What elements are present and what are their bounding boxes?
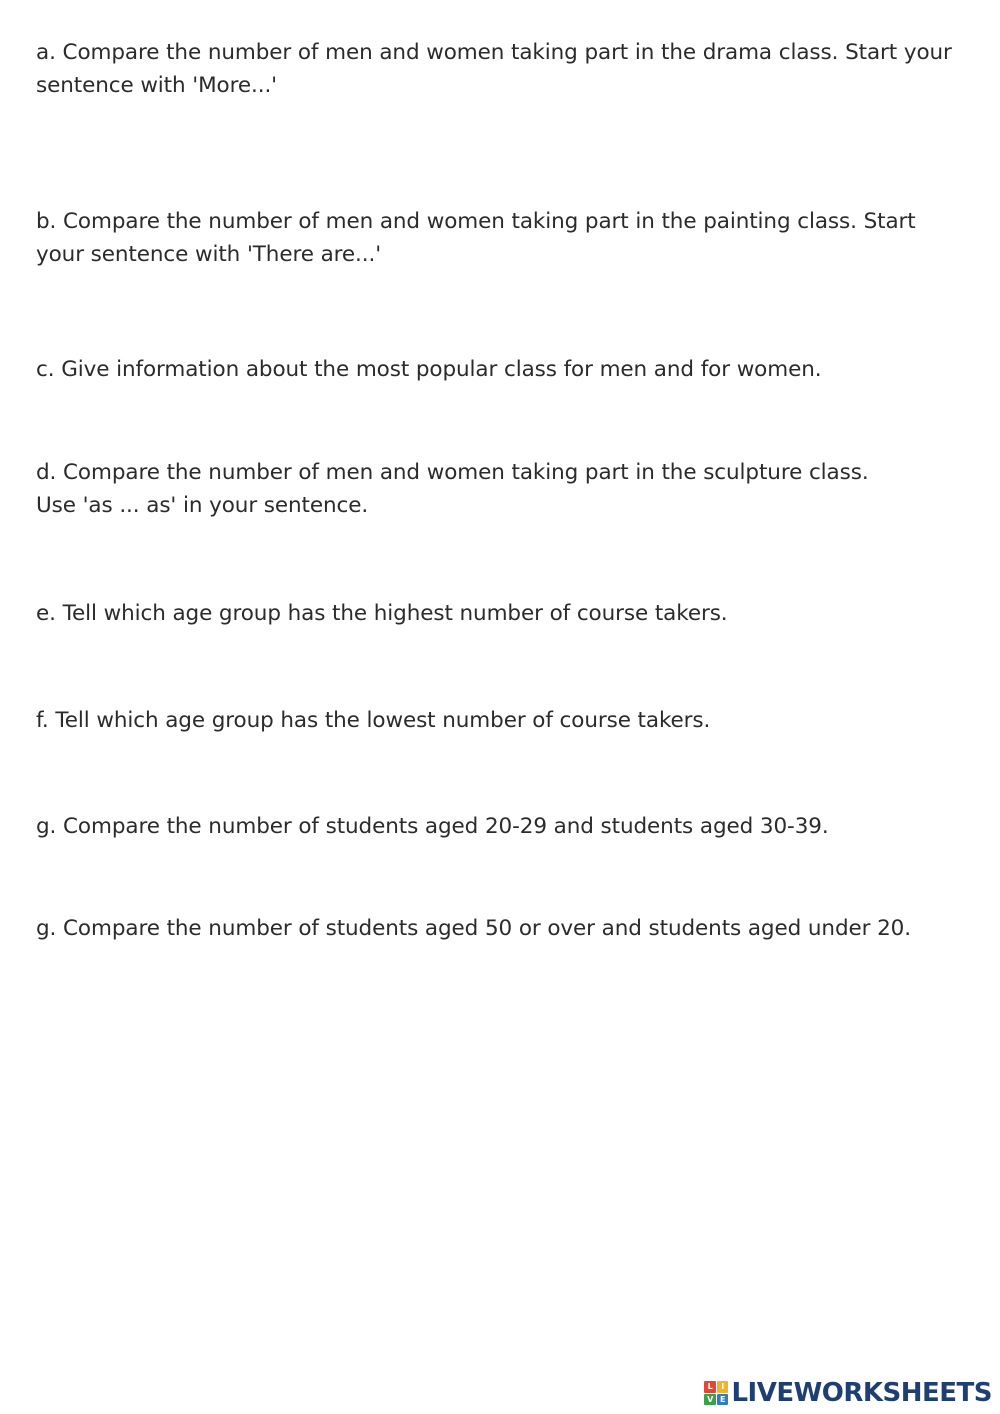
question-c bbox=[36, 353, 981, 386]
question-b bbox=[36, 205, 981, 271]
question-e bbox=[36, 597, 981, 630]
question-d bbox=[36, 456, 981, 522]
logo-mark-letter: I bbox=[717, 1381, 729, 1393]
logo-mark-icon bbox=[704, 1381, 728, 1405]
question-f bbox=[36, 704, 981, 737]
question-e-line-1: e. Tell which age group has the highest number of course takers. bbox=[36, 601, 728, 626]
question-d-line-2: Use 'as ... as' in your sentence. bbox=[36, 493, 369, 518]
question-c-line-1: c. Give information about the most popular class for men and for women. bbox=[36, 357, 822, 382]
question-a-line-2: sentence with 'More...' bbox=[36, 73, 277, 98]
logo-text: LIVEWORKSHEETS bbox=[731, 1378, 992, 1408]
question-b-line-1: b. Compare the number of men and women taking part in the painting class. Start bbox=[36, 209, 916, 234]
liveworksheets-logo bbox=[704, 1378, 992, 1408]
question-g2-line-1: g. Compare the number of students aged 50 or over and students aged under 20. bbox=[36, 916, 911, 941]
logo-mark-letter: V bbox=[704, 1394, 716, 1406]
logo-mark-letter: L bbox=[704, 1381, 716, 1393]
logo-mark-letter: E bbox=[717, 1394, 729, 1406]
question-g2 bbox=[36, 912, 981, 945]
question-a-line-1: a. Compare the number of men and women taking part in the drama class. Start your bbox=[36, 40, 952, 65]
question-g1 bbox=[36, 810, 981, 843]
question-g1-line-1: g. Compare the number of students aged 20-29 and students aged 30-39. bbox=[36, 814, 829, 839]
question-d-line-1: d. Compare the number of men and women taking part in the sculpture class. bbox=[36, 460, 869, 485]
question-a bbox=[36, 36, 981, 102]
question-f-line-1: f. Tell which age group has the lowest number of course takers. bbox=[36, 708, 711, 733]
question-b-line-2: your sentence with 'There are...' bbox=[36, 242, 382, 267]
